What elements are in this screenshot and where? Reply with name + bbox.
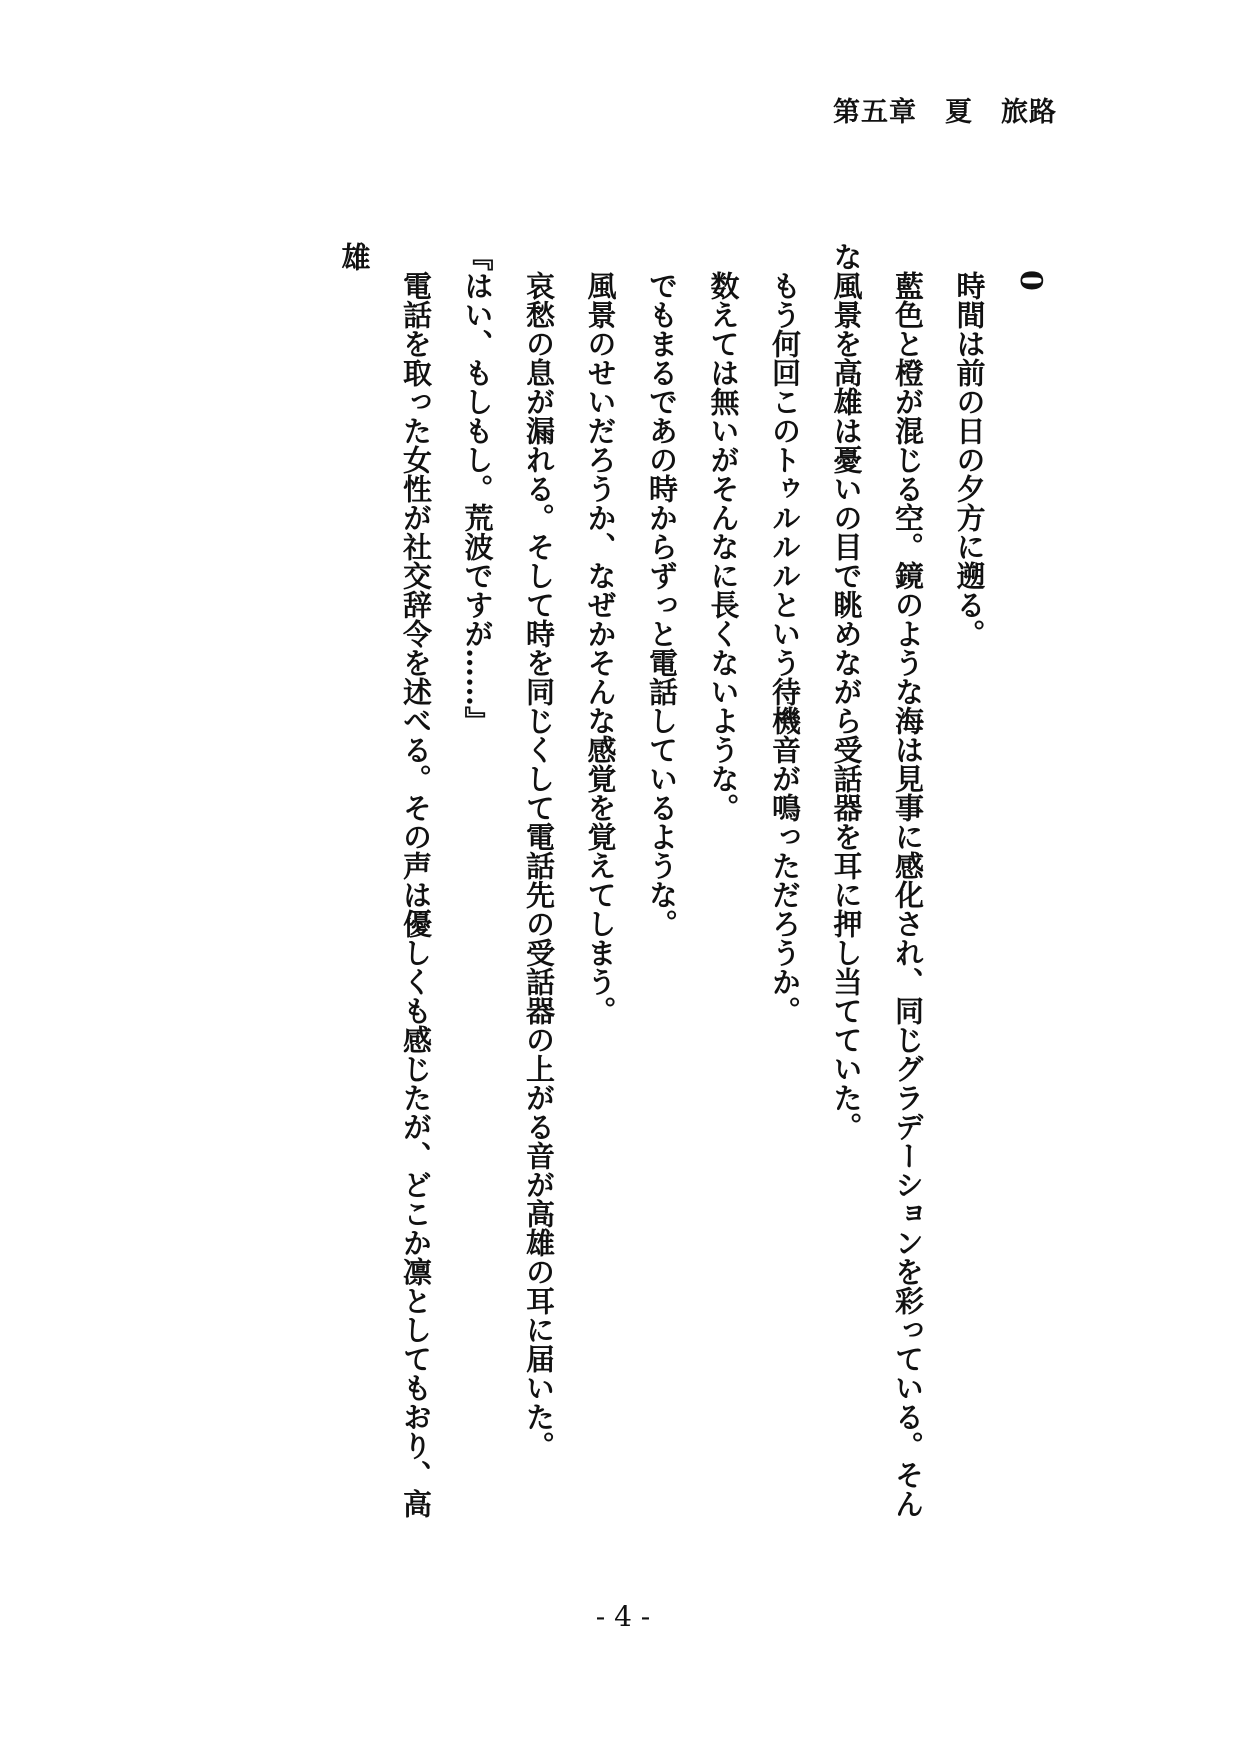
paragraph: 数えては無いがそんなに長くないような。 bbox=[706, 271, 741, 822]
paragraph: 電話を取った女性が社交辞令を述べる。その声は優しくも感じたが、どこか凛としてもおり、高雄 bbox=[337, 242, 433, 1518]
paragraph: でもまるであの時からずっと電話しているような。 bbox=[645, 271, 679, 938]
page-number: - 4 - bbox=[595, 1600, 651, 1633]
section-heading: 0 bbox=[1013, 270, 1048, 291]
paragraph: 哀愁の息が漏れる。そして時を同じくして電話先の受話器の上がる音が高雄の耳に届いた。 bbox=[522, 271, 556, 1460]
running-header: 第五章 夏 旅路 bbox=[833, 97, 1057, 128]
paragraph: 風景のせいだろうか、なぜかそんな感覚を覚えてしまう。 bbox=[583, 271, 618, 1025]
paragraph: 時間は前の日の夕方に遡る。 bbox=[952, 271, 987, 648]
paragraph: 藍色と橙が混じる空。鏡のような海は見事に感化され、同じグラデーションを彩っている。そんな風景を高雄は憂いの目で眺めながら受話器を耳に押し当てていた。 bbox=[829, 242, 925, 1518]
vertical-body-text bbox=[323, 242, 1061, 1532]
paragraph: もう何回このトゥルルルという待機音が鳴っただろうか。 bbox=[768, 271, 802, 1025]
dialogue-line: 『はい、もしもし。荒波ですが……』 bbox=[460, 242, 495, 735]
